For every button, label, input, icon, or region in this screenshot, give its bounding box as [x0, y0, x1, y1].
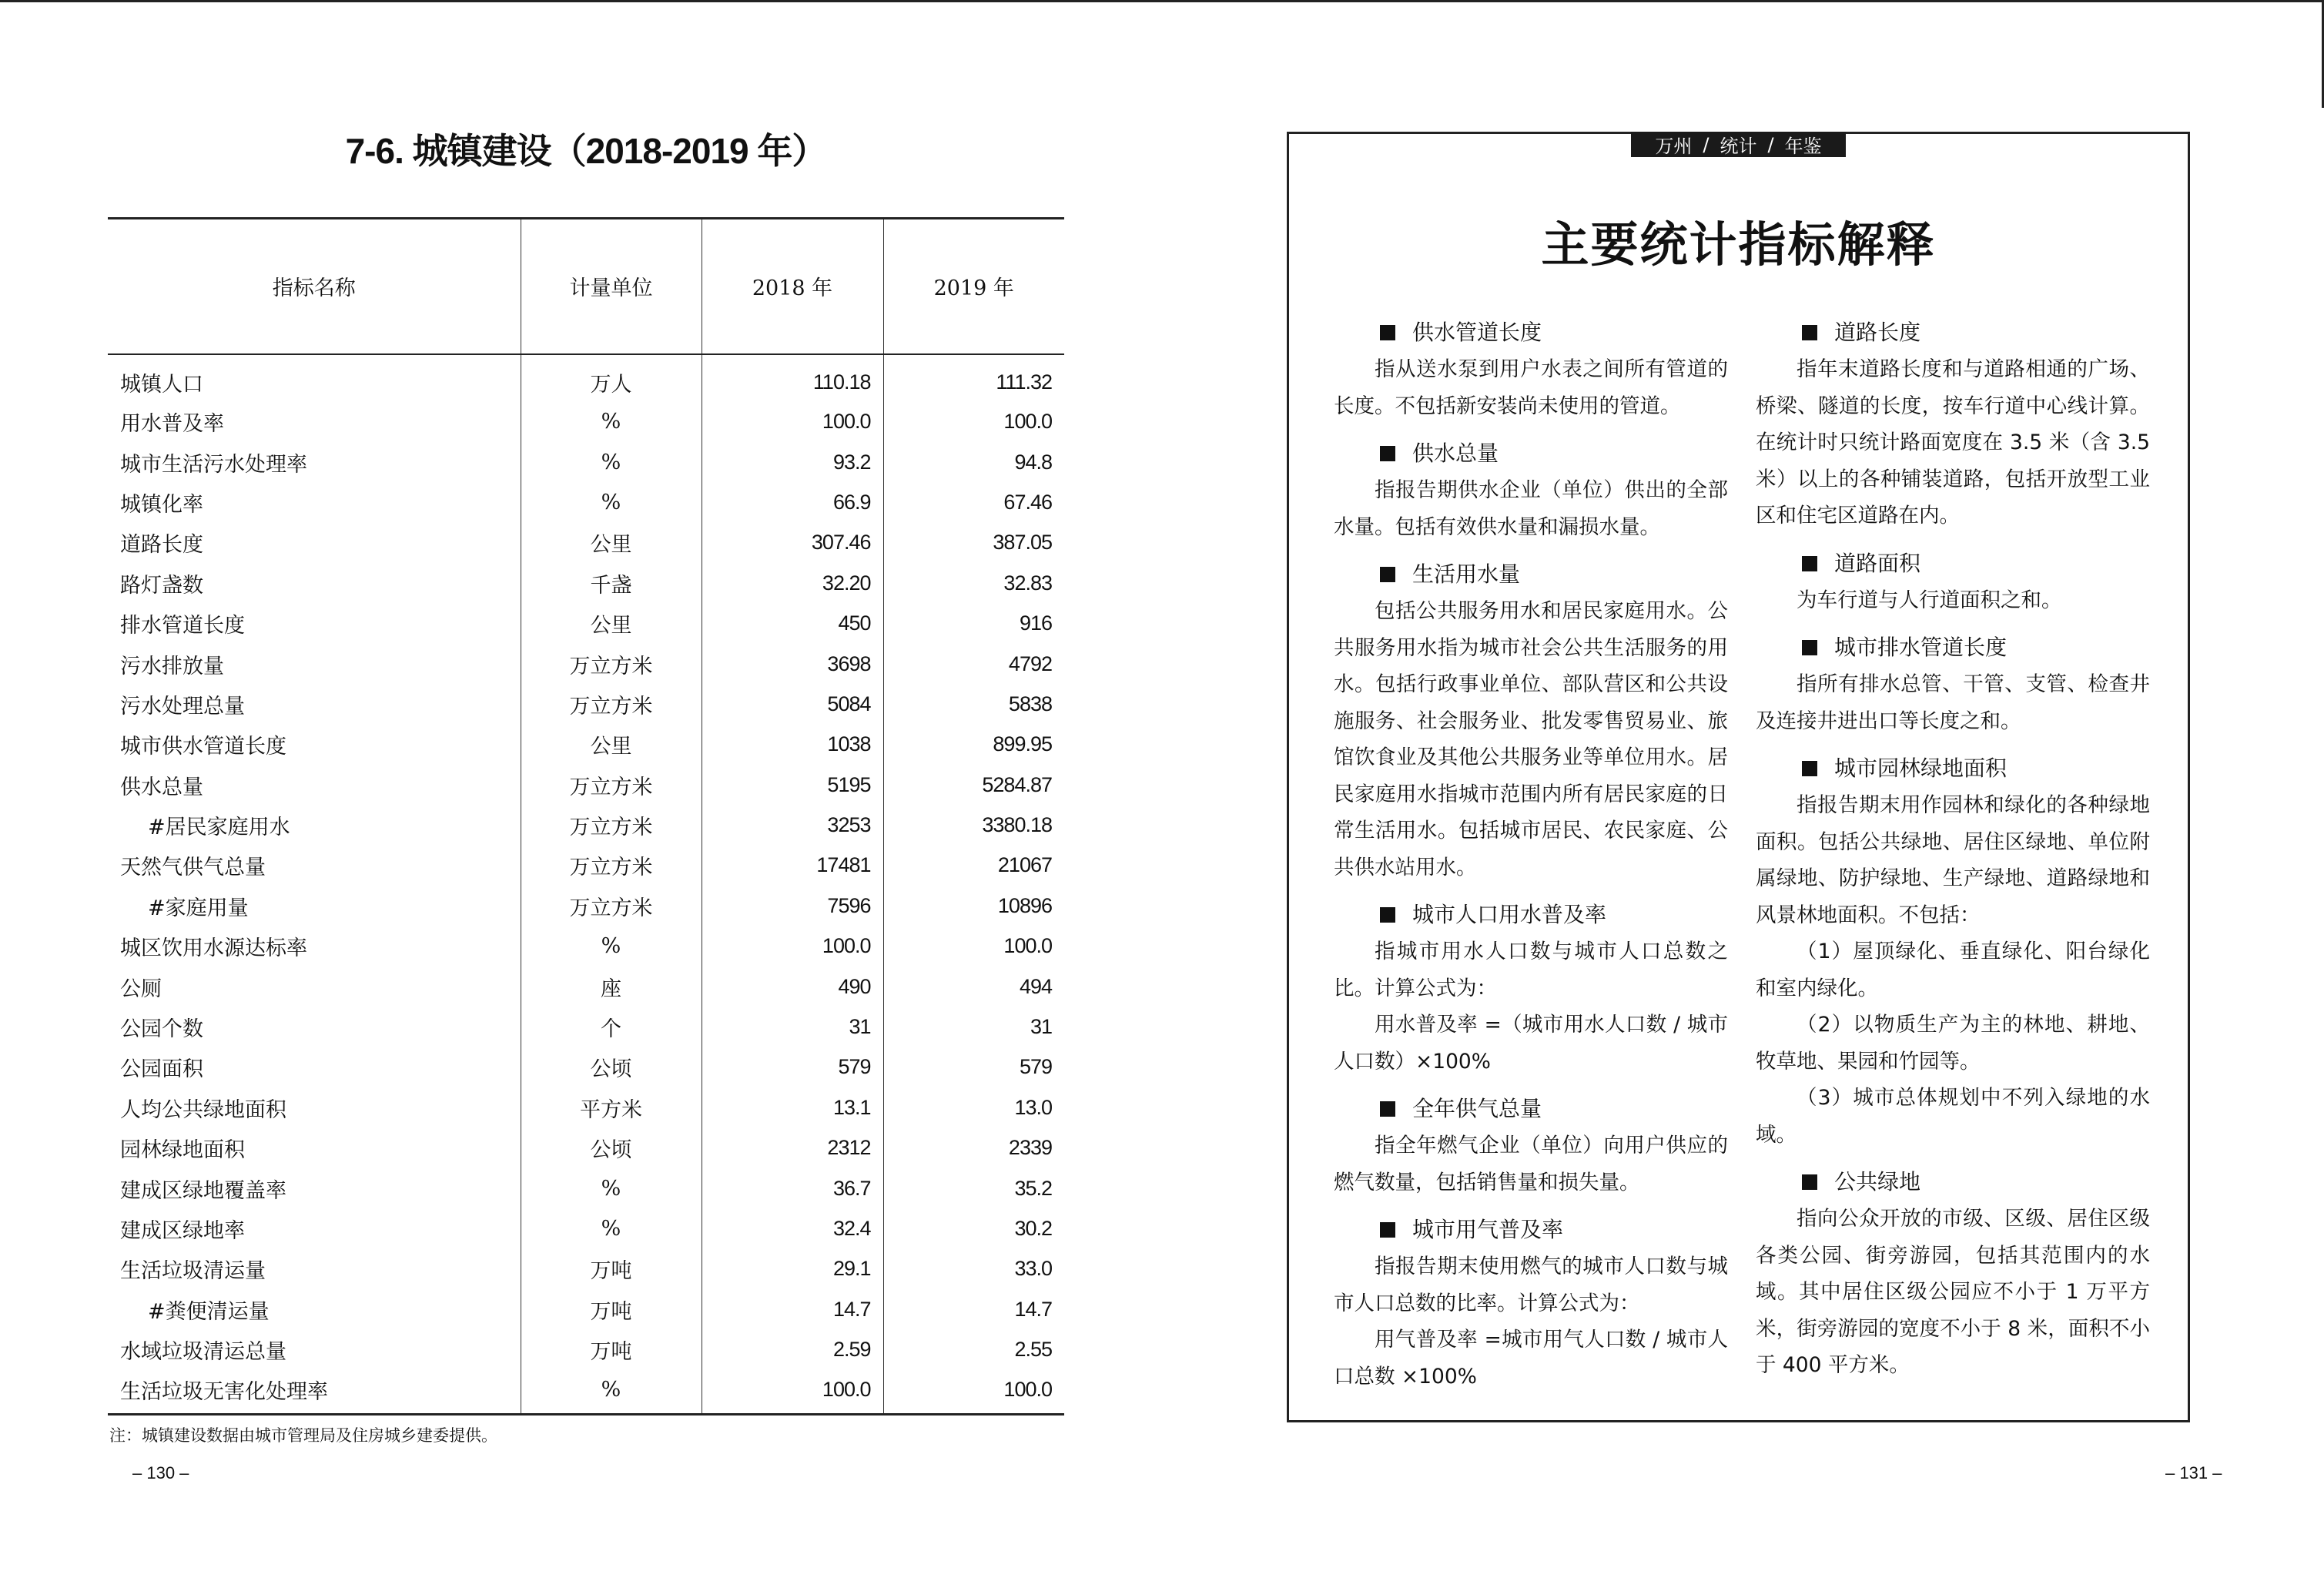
row-value-2019: 899.95 — [883, 725, 1064, 765]
row-value-2019: 100.0 — [883, 402, 1064, 442]
glossary-heading — [1756, 750, 2150, 787]
row-unit: 平方米 — [521, 1087, 702, 1127]
row-value-2019: 100.0 — [883, 1370, 1064, 1415]
row-value-2018: 31 — [702, 1007, 883, 1047]
glossary-heading — [1334, 1211, 1728, 1248]
row-unit: 万立方米 — [521, 684, 702, 724]
row-unit: 公里 — [521, 603, 702, 643]
row-value-2018: 29.1 — [702, 1249, 883, 1289]
tab-text-nianjian: 年鉴 — [1784, 136, 1822, 157]
square-bullet-icon — [1380, 325, 1395, 340]
row-indicator-name: 污水排放量 — [120, 654, 224, 678]
row-value-2018: 2.59 — [702, 1329, 883, 1369]
glossary-definition: （3）城市总体规划中不列入绿地的水域。 — [1756, 1086, 2150, 1147]
row-value-2019: 35.2 — [883, 1168, 1064, 1208]
table-body — [108, 354, 1064, 1415]
row-value-2018: 100.0 — [702, 402, 883, 442]
row-value-2018: 7596 — [702, 886, 883, 926]
urban-construction-table — [108, 217, 1064, 1415]
tab-text-tongji: 统计 — [1720, 136, 1757, 157]
row-value-2019: 5284.87 — [883, 765, 1064, 805]
page-top-border — [0, 0, 2324, 2]
table-row — [108, 805, 1064, 845]
glossary-entry — [1756, 545, 2150, 619]
glossary-heading-text: 公共绿地 — [1834, 1169, 1921, 1194]
row-value-2019: 5838 — [883, 684, 1064, 724]
table-title: 7-6. 城镇建设（2018-2019 年） — [345, 131, 827, 171]
row-unit: 公里 — [521, 523, 702, 563]
table-row — [108, 846, 1064, 886]
glossary-heading-text: 道路长度 — [1834, 320, 1921, 345]
glossary-definition: 指所有排水总管、干管、支管、检查井及连接井进出口等长度之和。 — [1756, 672, 2150, 733]
row-value-2018: 1038 — [702, 725, 883, 765]
row-indicator-name: 建成区绿地率 — [120, 1219, 245, 1243]
row-unit: 千盏 — [521, 563, 702, 603]
row-unit: 万吨 — [521, 1289, 702, 1329]
row-indicator-name: 公园面积 — [120, 1057, 203, 1082]
square-bullet-icon — [1802, 1174, 1817, 1190]
glossary-heading — [1334, 896, 1728, 933]
glossary-right-column — [1756, 303, 2150, 1384]
glossary-entry — [1756, 1164, 2150, 1384]
row-value-2019: 494 — [883, 967, 1064, 1007]
row-unit: 个 — [521, 1007, 702, 1047]
square-bullet-icon — [1380, 446, 1395, 461]
square-bullet-icon — [1380, 907, 1395, 923]
row-unit: 万立方米 — [521, 846, 702, 886]
row-indicator-name: 生活垃圾清运量 — [120, 1259, 266, 1284]
row-value-2018: 110.18 — [702, 354, 883, 402]
row-indicator-name: 园林绿地面积 — [120, 1138, 245, 1163]
row-indicator-name: 建成区绿地覆盖率 — [120, 1178, 286, 1203]
row-unit: 公顷 — [521, 1047, 702, 1087]
row-value-2018: 100.0 — [702, 926, 883, 967]
glossary-definition: 指报告期供水企业（单位）供出的全部水量。包括有效供水量和漏损水量。 — [1334, 478, 1728, 539]
row-value-2018: 307.46 — [702, 523, 883, 563]
glossary-entry — [1334, 1211, 1728, 1395]
row-value-2019: 387.05 — [883, 523, 1064, 563]
row-indicator-name: 城区饮用水源达标率 — [120, 936, 307, 961]
glossary-definition: 用水普及率 =（城市用水人口数 / 城市人口数）×100% — [1334, 1013, 1728, 1074]
glossary-definition: 为车行道与人行道面积之和。 — [1797, 588, 2062, 612]
row-unit: 万立方米 — [521, 765, 702, 805]
row-indicator-name: 城市生活污水处理率 — [120, 452, 307, 477]
square-bullet-icon — [1380, 567, 1395, 582]
table-row — [108, 603, 1064, 643]
square-bullet-icon — [1380, 1101, 1395, 1117]
glossary-definition: 指从送水泵到用户水表之间所有管道的长度。不包括新安装尚未使用的管道。 — [1334, 357, 1728, 418]
header-indicator-name: 指标名称 — [108, 219, 521, 354]
row-value-2018: 3698 — [702, 644, 883, 684]
glossary-definition: 指报告期末用作园林和绿化的各种绿地面积。包括公共绿地、居住区绿地、单位附属绿地、防护绿地、生产绿地、道路绿地和风景林地面积。不包括： — [1756, 793, 2150, 927]
table-row — [108, 354, 1064, 402]
row-indicator-name: 道路长度 — [120, 533, 203, 558]
glossary-entry — [1334, 556, 1728, 886]
table-row — [108, 684, 1064, 724]
row-value-2018: 100.0 — [702, 1370, 883, 1415]
row-unit: % — [521, 482, 702, 522]
row-indicator-name: 城市供水管道长度 — [120, 735, 286, 759]
glossary-heading-text: 道路面积 — [1834, 550, 1921, 576]
glossary-heading — [1334, 556, 1728, 593]
row-value-2019: 21067 — [883, 846, 1064, 886]
table-row — [108, 482, 1064, 522]
glossary-heading — [1756, 629, 2150, 666]
row-value-2019: 10896 — [883, 886, 1064, 926]
header-2019: 2019 年 — [883, 219, 1064, 354]
row-indicator-name: #粪便清运量 — [148, 1299, 270, 1324]
row-value-2019: 3380.18 — [883, 805, 1064, 845]
glossary-heading — [1334, 314, 1728, 351]
row-unit: 座 — [521, 967, 702, 1007]
row-indicator-name: 水域垃圾清运总量 — [120, 1340, 286, 1365]
square-bullet-icon — [1802, 640, 1817, 655]
row-unit: 公顷 — [521, 1128, 702, 1168]
row-indicator-name: 人均公共绿地面积 — [120, 1097, 286, 1122]
row-value-2019: 13.0 — [883, 1087, 1064, 1127]
table-row — [108, 402, 1064, 442]
row-unit: 公里 — [521, 725, 702, 765]
square-bullet-icon — [1380, 1222, 1395, 1238]
glossary-heading — [1756, 1164, 2150, 1201]
glossary-definition: 指城市用水人口数与城市人口总数之比。计算公式为： — [1334, 940, 1728, 1000]
row-unit: 万吨 — [521, 1249, 702, 1289]
table-row — [108, 563, 1064, 603]
glossary-entry — [1334, 435, 1728, 545]
row-value-2019: 32.83 — [883, 563, 1064, 603]
glossary-entry — [1334, 1090, 1728, 1201]
row-indicator-name: 公园个数 — [120, 1017, 203, 1042]
glossary-heading-text: 城市用气普及率 — [1412, 1217, 1564, 1242]
glossary-definition: （2）以物质生产为主的林地、耕地、牧草地、果园和竹园等。 — [1756, 1013, 2150, 1074]
row-value-2019: 31 — [883, 1007, 1064, 1047]
glossary-heading-text: 全年供气总量 — [1412, 1096, 1542, 1121]
glossary-left-column — [1334, 303, 1728, 1395]
row-value-2019: 2339 — [883, 1128, 1064, 1168]
glossary-heading-text: 城市园林绿地面积 — [1834, 755, 2008, 781]
glossary-heading — [1334, 1090, 1728, 1127]
header-unit: 计量单位 — [521, 219, 702, 354]
row-value-2018: 32.20 — [702, 563, 883, 603]
table-row — [108, 523, 1064, 563]
glossary-definition: （1）屋顶绿化、垂直绿化、阳台绿化和室内绿化。 — [1756, 940, 2150, 1000]
table-row — [108, 1208, 1064, 1248]
row-indicator-name: 排水管道长度 — [120, 614, 245, 638]
row-value-2019: 33.0 — [883, 1249, 1064, 1289]
glossary-entry — [1756, 629, 2150, 739]
row-indicator-name: 供水总量 — [120, 775, 203, 799]
row-unit: % — [521, 926, 702, 967]
glossary-definition: 指年末道路长度和与道路相通的广场、桥梁、隧道的长度，按车行道中心线计算。在统计时只统计路面宽度在 3.5 米（含 3.5 米）以上的各种铺装道路，包括开放型工业区和住宅区道路在内。 — [1756, 357, 2150, 528]
row-value-2018: 93.2 — [702, 442, 883, 482]
glossary-heading — [1756, 314, 2150, 351]
row-unit: % — [521, 402, 702, 442]
row-indicator-name: 公厕 — [120, 977, 162, 1001]
glossary-heading-text: 供水管道长度 — [1412, 320, 1542, 345]
row-value-2018: 490 — [702, 967, 883, 1007]
glossary-definition: 指全年燃气企业（单位）向用户供应的燃气数量，包括销售量和损失量。 — [1334, 1134, 1728, 1194]
row-value-2019: 94.8 — [883, 442, 1064, 482]
glossary-title: 主要统计指标解释 — [1541, 216, 1936, 273]
table-row — [108, 644, 1064, 684]
row-value-2019: 916 — [883, 603, 1064, 643]
row-indicator-name: 天然气供气总量 — [120, 856, 266, 880]
row-indicator-name: 生活垃圾无害化处理率 — [108, 1370, 521, 1415]
glossary-entry — [1334, 896, 1728, 1080]
table-row — [108, 1329, 1064, 1369]
square-bullet-icon — [1802, 556, 1817, 571]
row-value-2019: 30.2 — [883, 1208, 1064, 1248]
glossary-definition: 指报告期末使用燃气的城市人口数与城市人口总数的比率。计算公式为： — [1334, 1255, 1728, 1315]
row-indicator-name: 污水处理总量 — [120, 694, 245, 719]
row-value-2018: 450 — [702, 603, 883, 643]
tab-separator: / — [1767, 133, 1774, 156]
glossary-heading-text: 城市人口用水普及率 — [1412, 902, 1607, 927]
square-bullet-icon — [1802, 761, 1817, 776]
page-number-left: – 130 – — [132, 1463, 189, 1482]
row-value-2019: 579 — [883, 1047, 1064, 1087]
table-row — [108, 442, 1064, 482]
row-indicator-name: 城镇人口 — [120, 372, 203, 397]
row-unit: 万人 — [521, 354, 702, 402]
row-indicator-name: 路灯盏数 — [120, 573, 203, 598]
row-value-2018: 66.9 — [702, 482, 883, 522]
table-row — [108, 765, 1064, 805]
table-row — [108, 1370, 1064, 1415]
table-row — [108, 1128, 1064, 1168]
table-row — [108, 1087, 1064, 1127]
row-value-2018: 579 — [702, 1047, 883, 1087]
yearbook-header-tab — [1631, 132, 1846, 157]
header-2018: 2018 年 — [702, 219, 883, 354]
glossary-heading — [1756, 545, 2150, 582]
glossary-definition: 包括公共服务用水和居民家庭用水。公共服务用水指为城市社会公共生活服务的用水。包括行政事业单位、部队营区和公共设施服务、社会服务业、批发零售贸易业、旅馆饮食业及其他公共服务业等单位用水。居民家庭用水指城市范围内所有居民家庭的日常生活用水。包括城市居民、农民家庭、公共供水站用水。 — [1334, 599, 1728, 879]
row-value-2018: 5195 — [702, 765, 883, 805]
table-row — [108, 967, 1064, 1007]
tab-text-wanzhou: 万州 — [1655, 136, 1693, 157]
row-value-2019: 4792 — [883, 644, 1064, 684]
square-bullet-icon — [1802, 325, 1817, 340]
glossary-entry — [1756, 750, 2150, 1153]
row-value-2019: 111.32 — [883, 354, 1064, 402]
row-value-2018: 3253 — [702, 805, 883, 845]
row-value-2018: 17481 — [702, 846, 883, 886]
glossary-definition: 指向公众开放的市级、区级、居住区级各类公园、街旁游园，包括其范围内的水域。其中居住区级公园应不小于 1 万平方米，街旁游园的宽度不小于 8 米，面积不小于 400 平方米。 — [1756, 1207, 2150, 1377]
row-value-2018: 32.4 — [702, 1208, 883, 1248]
row-unit: 万吨 — [521, 1329, 702, 1369]
table-row — [108, 1168, 1064, 1208]
table-row — [108, 725, 1064, 765]
tab-separator: / — [1703, 133, 1710, 156]
row-value-2019: 2.55 — [883, 1329, 1064, 1369]
table-note: 注：城镇建设数据由城市管理局及住房城乡建委提供。 — [109, 1426, 497, 1445]
glossary-heading-text: 城市排水管道长度 — [1834, 635, 2008, 660]
row-unit: 万立方米 — [521, 886, 702, 926]
row-value-2018: 2312 — [702, 1128, 883, 1168]
row-value-2018: 5084 — [702, 684, 883, 724]
row-value-2018: 14.7 — [702, 1289, 883, 1329]
table-row — [108, 886, 1064, 926]
glossary-definition: 用气普及率 =城市用气人口数 / 城市人口总数 ×100% — [1334, 1328, 1728, 1389]
table-row — [108, 1289, 1064, 1329]
row-value-2019: 14.7 — [883, 1289, 1064, 1329]
row-unit: 万立方米 — [521, 805, 702, 845]
table-row — [108, 1007, 1064, 1047]
table-row — [108, 1249, 1064, 1289]
row-unit: % — [521, 1370, 702, 1415]
row-unit: % — [521, 1208, 702, 1248]
row-value-2018: 36.7 — [702, 1168, 883, 1208]
row-value-2018: 13.1 — [702, 1087, 883, 1127]
table-row — [108, 1047, 1064, 1087]
table-row — [108, 926, 1064, 967]
row-indicator-name: #居民家庭用水 — [148, 816, 290, 840]
page-number-right: – 131 – — [2165, 1463, 2222, 1482]
row-value-2019: 100.0 — [883, 926, 1064, 967]
row-value-2019: 67.46 — [883, 482, 1064, 522]
row-indicator-name: 用水普及率 — [120, 412, 224, 437]
table-header-row — [108, 219, 1064, 354]
row-unit: % — [521, 1168, 702, 1208]
row-indicator-name: #家庭用量 — [148, 896, 249, 920]
glossary-heading-text: 供水总量 — [1412, 441, 1499, 466]
row-indicator-name: 城镇化率 — [120, 492, 203, 517]
row-unit: % — [521, 442, 702, 482]
glossary-entry — [1756, 314, 2150, 534]
glossary-heading-text: 生活用水量 — [1412, 561, 1521, 587]
row-unit: 万立方米 — [521, 644, 702, 684]
glossary-entry — [1334, 314, 1728, 424]
glossary-heading — [1334, 435, 1728, 472]
